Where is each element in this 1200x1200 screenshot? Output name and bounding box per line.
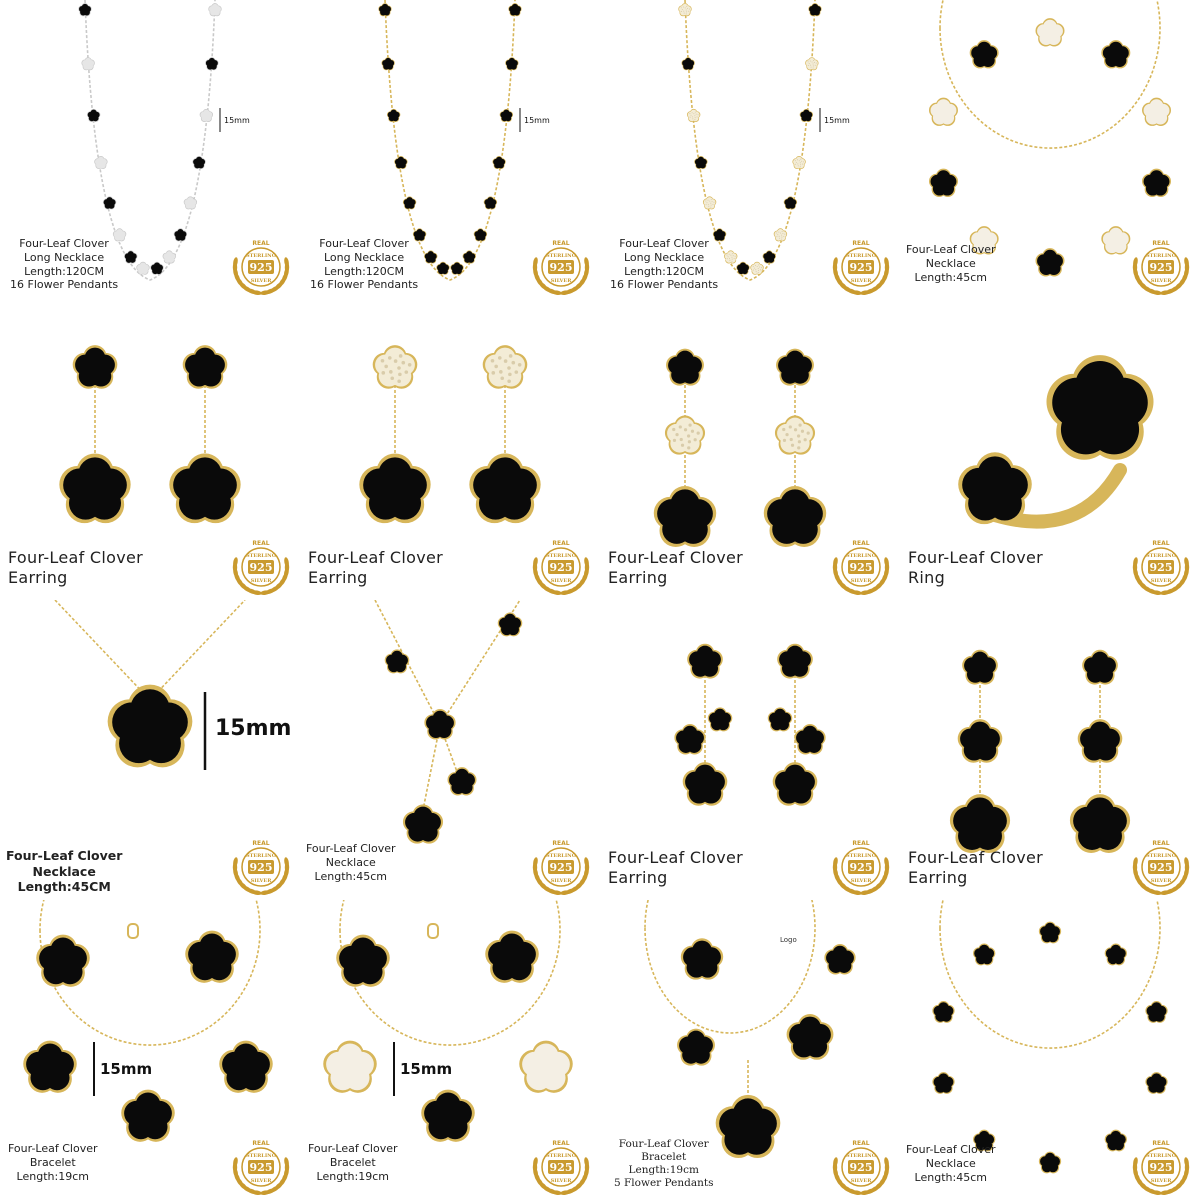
earring-top xyxy=(776,349,814,386)
caption-line: Length:19cm xyxy=(316,1169,389,1183)
clover-motif xyxy=(450,262,463,275)
clover-motif xyxy=(424,250,437,263)
caption-line: Long Necklace xyxy=(623,250,705,264)
product-card-earring-2[interactable] xyxy=(0,300,300,600)
ring-large-motif xyxy=(1046,355,1153,460)
sterling-silver-badge-icon xyxy=(830,1136,892,1198)
earring-top xyxy=(666,349,704,386)
caption-line: Earring xyxy=(8,568,68,587)
clover-motif xyxy=(94,156,107,169)
clover-motif xyxy=(403,804,443,843)
product-card-bracelet-drop[interactable] xyxy=(600,900,900,1200)
clover-motif xyxy=(800,109,813,122)
caption-line: Four-Leaf Clover xyxy=(308,1142,398,1155)
svg-text:STERLING: STERLING xyxy=(1146,253,1176,259)
earring-top xyxy=(73,345,118,389)
earring-drop xyxy=(950,794,1010,853)
dimension-label: 15mm xyxy=(824,116,850,125)
clover-motif xyxy=(805,57,818,70)
product-caption xyxy=(6,848,122,895)
product-caption xyxy=(608,548,743,588)
svg-text:STERLING: STERLING xyxy=(246,553,276,559)
clover-motif xyxy=(508,3,521,16)
svg-text:REAL: REAL xyxy=(852,1140,870,1147)
svg-text:SILVER: SILVER xyxy=(250,278,272,284)
clover-motif xyxy=(184,196,197,209)
clover-motif xyxy=(973,944,995,966)
caption-line: 16 Flower Pendants xyxy=(10,278,119,292)
clover-motif xyxy=(174,228,187,241)
clover-motif xyxy=(1145,1001,1167,1023)
caption-line: Bracelet xyxy=(641,1151,687,1164)
sterling-silver-badge-icon xyxy=(530,836,592,898)
earring-middle xyxy=(958,719,1003,763)
bracelet-motif xyxy=(219,1041,273,1093)
bracelet-chain xyxy=(645,900,815,1033)
svg-text:SILVER: SILVER xyxy=(550,278,572,284)
svg-text:SILVER: SILVER xyxy=(1150,578,1172,584)
clover-motif xyxy=(424,709,455,739)
clover-motif xyxy=(703,196,716,209)
clover-motif xyxy=(378,3,391,16)
svg-text:REAL: REAL xyxy=(252,840,270,847)
caption-line: Earring xyxy=(908,868,968,887)
product-card-ring[interactable] xyxy=(900,300,1200,600)
caption-line: Four-Leaf Clover xyxy=(306,842,396,855)
caption-line: Earring xyxy=(608,568,668,587)
svg-text:925: 925 xyxy=(249,561,273,574)
clover-motif xyxy=(205,57,218,70)
caption-line: Necklace xyxy=(325,855,376,869)
clover-motif xyxy=(474,228,487,241)
clover-motif xyxy=(1142,98,1171,126)
clover-motif xyxy=(492,156,505,169)
sterling-silver-badge-icon xyxy=(230,836,292,898)
product-caption xyxy=(308,1142,398,1183)
dimension-label: 15mm xyxy=(100,1060,153,1078)
svg-text:REAL: REAL xyxy=(1152,1140,1170,1147)
clover-motif xyxy=(87,109,100,122)
bracelet-motif xyxy=(36,935,90,987)
svg-text:STERLING: STERLING xyxy=(246,853,276,859)
caption-line: Four-Leaf Clover xyxy=(308,548,443,567)
product-card-y-necklace[interactable] xyxy=(300,600,600,900)
svg-text:SILVER: SILVER xyxy=(550,878,572,884)
clover-motif xyxy=(208,3,221,16)
caption-line: Necklace xyxy=(32,863,96,879)
bracelet-motif xyxy=(519,1041,573,1093)
svg-text:925: 925 xyxy=(1149,261,1173,274)
caption-line: Four-Leaf Clover xyxy=(618,1138,709,1150)
clover-motif xyxy=(768,707,793,731)
svg-text:925: 925 xyxy=(849,561,873,574)
clover-motif xyxy=(403,196,416,209)
earring-drop xyxy=(683,762,728,806)
clover-motif xyxy=(708,707,733,731)
product-caption xyxy=(908,548,1043,588)
svg-text:STERLING: STERLING xyxy=(546,253,576,259)
earring-middle xyxy=(1078,719,1123,763)
caption-line: Four-Leaf Clover xyxy=(908,848,1043,867)
dimension-label: 15mm xyxy=(400,1060,453,1078)
bracelet-motif xyxy=(485,931,539,983)
clover-motif xyxy=(716,1095,781,1158)
clover-motif xyxy=(970,40,999,68)
sterling-silver-badge-icon xyxy=(530,536,592,598)
svg-text:SILVER: SILVER xyxy=(550,578,572,584)
clover-motif xyxy=(929,98,958,126)
svg-text:REAL: REAL xyxy=(252,540,270,547)
clover-motif xyxy=(1145,1072,1167,1094)
caption-line: Length:45cm xyxy=(914,270,987,284)
sterling-silver-badge-icon xyxy=(830,836,892,898)
svg-text:925: 925 xyxy=(849,261,873,274)
clover-motif xyxy=(677,1029,715,1066)
svg-text:925: 925 xyxy=(549,861,573,874)
clasp xyxy=(128,924,138,938)
caption-line: Four-Leaf Clover xyxy=(19,237,109,250)
caption-line: Length:19cm xyxy=(16,1169,89,1183)
svg-text:925: 925 xyxy=(849,1161,873,1174)
svg-text:REAL: REAL xyxy=(852,840,870,847)
clover-motif xyxy=(1036,18,1065,46)
clover-motif xyxy=(200,109,213,122)
svg-text:SILVER: SILVER xyxy=(850,878,872,884)
clover-motif xyxy=(694,156,707,169)
sterling-silver-badge-icon xyxy=(1130,536,1192,598)
earring-drop xyxy=(169,453,240,523)
clover-motif xyxy=(484,196,497,209)
svg-text:925: 925 xyxy=(549,1161,573,1174)
product-card-earring-3[interactable] xyxy=(600,300,900,600)
svg-text:STERLING: STERLING xyxy=(246,253,276,259)
product-caption xyxy=(310,237,418,292)
clover-motif xyxy=(932,1001,954,1023)
product-card-long-necklace[interactable] xyxy=(600,0,900,300)
sterling-silver-badge-icon xyxy=(830,536,892,598)
svg-text:STERLING: STERLING xyxy=(846,553,876,559)
clover-motif xyxy=(448,767,477,795)
clover-motif xyxy=(1142,169,1171,197)
clover-motif xyxy=(678,3,691,16)
sterling-silver-badge-icon xyxy=(230,536,292,598)
earring-drop xyxy=(359,453,430,523)
clover-motif xyxy=(774,228,787,241)
earring-top xyxy=(483,345,528,389)
clover-motif xyxy=(784,196,797,209)
clover-motif xyxy=(763,250,776,263)
svg-text:REAL: REAL xyxy=(552,240,570,247)
svg-text:SILVER: SILVER xyxy=(1150,878,1172,884)
clasp xyxy=(428,924,438,938)
sterling-silver-badge-icon xyxy=(530,236,592,298)
sterling-silver-badge-icon xyxy=(530,1136,592,1198)
caption-line: Four-Leaf Clover xyxy=(319,237,409,250)
caption-line: 5 Flower Pendants xyxy=(614,1177,714,1190)
clover-motif xyxy=(792,156,805,169)
clover-motif xyxy=(794,724,825,754)
earring-middle xyxy=(775,415,815,454)
product-card-earring-tassel[interactable] xyxy=(600,600,900,900)
clover-motif xyxy=(1101,226,1130,254)
sterling-silver-badge-icon xyxy=(1130,1136,1192,1198)
dimension-label: 15mm xyxy=(224,116,250,125)
clover-motif xyxy=(808,3,821,16)
product-card-round-necklace[interactable] xyxy=(900,900,1200,1200)
svg-text:925: 925 xyxy=(849,861,873,874)
svg-text:REAL: REAL xyxy=(1152,840,1170,847)
clover-motif xyxy=(150,262,163,275)
clover-motif xyxy=(1105,1130,1127,1152)
svg-text:SILVER: SILVER xyxy=(1150,278,1172,284)
clover-motif xyxy=(1036,248,1065,276)
svg-text:REAL: REAL xyxy=(852,240,870,247)
caption-line: Four-Leaf Clover xyxy=(906,243,996,256)
product-card-pendant[interactable] xyxy=(0,600,300,900)
product-caption xyxy=(614,1138,713,1191)
product-caption xyxy=(8,548,143,588)
bracelet-motif xyxy=(323,1041,377,1093)
sterling-silver-badge-icon xyxy=(230,1136,292,1198)
sterling-silver-badge-icon xyxy=(1130,836,1192,898)
svg-text:REAL: REAL xyxy=(552,540,570,547)
caption-line: Length:120CM xyxy=(24,264,104,278)
svg-text:STERLING: STERLING xyxy=(1146,1153,1176,1159)
clover-motif xyxy=(724,250,737,263)
product-caption xyxy=(306,842,396,883)
product-card-long-necklace[interactable] xyxy=(300,0,600,300)
caption-line: Ring xyxy=(908,568,946,587)
bracelet-motif xyxy=(121,1090,175,1142)
earring-drop xyxy=(1070,794,1130,853)
svg-text:STERLING: STERLING xyxy=(1146,553,1176,559)
clover-motif xyxy=(929,169,958,197)
caption-line: Bracelet xyxy=(29,1155,76,1169)
svg-text:SILVER: SILVER xyxy=(850,278,872,284)
caption-line: 16 Flower Pendants xyxy=(310,278,419,292)
svg-text:925: 925 xyxy=(549,561,573,574)
caption-line: Four-Leaf Clover xyxy=(608,848,743,867)
clover-motif xyxy=(463,250,476,263)
earring-middle xyxy=(665,415,705,454)
svg-text:STERLING: STERLING xyxy=(846,1153,876,1159)
product-caption xyxy=(908,848,1043,888)
clover-motif xyxy=(681,938,723,979)
product-caption xyxy=(308,548,443,588)
svg-text:SILVER: SILVER xyxy=(850,578,872,584)
clover-motif xyxy=(932,1072,954,1094)
product-caption xyxy=(906,243,996,284)
caption-line: 16 Flower Pendants xyxy=(610,278,719,292)
svg-text:925: 925 xyxy=(1149,561,1173,574)
caption-line: Four-Leaf Clover xyxy=(8,1142,98,1155)
product-card-round-necklace[interactable] xyxy=(900,0,1200,300)
svg-text:SILVER: SILVER xyxy=(850,1178,872,1184)
caption-line: Four-Leaf Clover xyxy=(8,548,143,567)
clover-motif xyxy=(394,156,407,169)
svg-text:925: 925 xyxy=(249,1161,273,1174)
clover-motif xyxy=(674,724,705,754)
svg-text:STERLING: STERLING xyxy=(846,853,876,859)
caption-line: Four-Leaf Clover xyxy=(6,848,123,863)
earring-drop xyxy=(764,486,826,547)
svg-text:925: 925 xyxy=(1149,861,1173,874)
clover-motif xyxy=(1039,922,1061,944)
earring-top xyxy=(373,345,418,389)
caption-line: Four-Leaf Clover xyxy=(908,548,1043,567)
clover-motif xyxy=(124,250,137,263)
svg-text:925: 925 xyxy=(549,261,573,274)
bracelet-motif xyxy=(185,931,239,983)
ring-small-motif xyxy=(958,452,1032,524)
caption-line: Length:45cm xyxy=(314,869,387,883)
caption-line: Long Necklace xyxy=(323,250,405,264)
clover-motif xyxy=(750,262,763,275)
clover-motif xyxy=(81,57,94,70)
svg-text:STERLING: STERLING xyxy=(546,1153,576,1159)
svg-text:SILVER: SILVER xyxy=(550,1178,572,1184)
caption-line: Earring xyxy=(308,568,368,587)
earring-drop xyxy=(654,486,716,547)
clover-motif xyxy=(1101,40,1130,68)
svg-text:925: 925 xyxy=(249,861,273,874)
svg-text:SILVER: SILVER xyxy=(1150,1178,1172,1184)
sterling-silver-badge-icon xyxy=(230,236,292,298)
caption-line: Long Necklace xyxy=(23,250,105,264)
svg-text:SILVER: SILVER xyxy=(250,1178,272,1184)
caption-line: Length:45CM xyxy=(17,879,111,895)
clover-motif xyxy=(736,262,749,275)
svg-text:REAL: REAL xyxy=(252,240,270,247)
clover-motif xyxy=(500,109,513,122)
svg-text:REAL: REAL xyxy=(1152,540,1170,547)
clover-motif xyxy=(498,612,523,636)
svg-text:REAL: REAL xyxy=(852,540,870,547)
product-card-bracelet[interactable] xyxy=(0,900,300,1200)
clover-motif xyxy=(103,196,116,209)
caption-line: Four-Leaf Clover xyxy=(608,548,743,567)
product-caption xyxy=(8,1142,98,1183)
clover-motif xyxy=(787,1014,834,1060)
clover-motif xyxy=(192,156,205,169)
clover-motif xyxy=(163,250,176,263)
sterling-silver-badge-icon xyxy=(1130,236,1192,298)
earring-drop xyxy=(59,453,130,523)
bracelet-motif xyxy=(421,1090,475,1142)
svg-text:REAL: REAL xyxy=(552,1140,570,1147)
product-card-earring-2[interactable] xyxy=(300,300,600,600)
product-caption xyxy=(906,1143,996,1184)
clover-motif xyxy=(78,3,91,16)
clover-motif xyxy=(824,944,855,975)
caption-line: Earring xyxy=(608,868,668,887)
svg-text:925: 925 xyxy=(249,261,273,274)
earring-top xyxy=(777,644,813,679)
product-card-earring-long[interactable] xyxy=(900,600,1200,900)
clover-motif xyxy=(505,57,518,70)
svg-text:REAL: REAL xyxy=(1152,240,1170,247)
product-card-bracelet[interactable] xyxy=(300,900,600,1200)
svg-text:STERLING: STERLING xyxy=(846,253,876,259)
earring-top xyxy=(962,650,998,685)
svg-text:STERLING: STERLING xyxy=(246,1153,276,1159)
caption-line: Bracelet xyxy=(329,1155,376,1169)
earring-top xyxy=(1082,650,1118,685)
clover-motif xyxy=(1105,944,1127,966)
caption-line: Necklace xyxy=(925,1156,976,1170)
clover-motif xyxy=(385,649,410,673)
product-card-long-necklace[interactable] xyxy=(0,0,300,300)
bracelet-motif xyxy=(336,935,390,987)
dimension-label: 15mm xyxy=(215,716,292,741)
caption-line: Four-Leaf Clover xyxy=(906,1143,996,1156)
svg-text:STERLING: STERLING xyxy=(546,853,576,859)
earring-drop xyxy=(773,762,818,806)
clover-motif xyxy=(387,109,400,122)
bracelet-motif xyxy=(23,1041,77,1093)
earring-top xyxy=(687,644,723,679)
caption-line: Length:120CM xyxy=(324,264,404,278)
product-caption xyxy=(608,848,743,888)
earring-drop xyxy=(469,453,540,523)
svg-text:STERLING: STERLING xyxy=(1146,853,1176,859)
caption-line: Length:45cm xyxy=(914,1170,987,1184)
caption-line: Necklace xyxy=(925,256,976,270)
svg-text:REAL: REAL xyxy=(552,840,570,847)
svg-text:925: 925 xyxy=(1149,1161,1173,1174)
product-caption xyxy=(10,237,118,292)
caption-line: Length:19cm xyxy=(628,1164,699,1177)
svg-text:STERLING: STERLING xyxy=(546,553,576,559)
earring-top xyxy=(183,345,228,389)
svg-text:SILVER: SILVER xyxy=(250,878,272,884)
clover-motif xyxy=(436,262,449,275)
caption-line: Length:120CM xyxy=(624,264,704,278)
caption-line: Four-Leaf Clover xyxy=(619,237,709,250)
pendant-motif xyxy=(108,685,193,768)
clover-motif xyxy=(136,262,149,275)
product-caption xyxy=(610,237,718,292)
dimension-label: 15mm xyxy=(524,116,550,125)
svg-text:SILVER: SILVER xyxy=(250,578,272,584)
logo-tag: Logo xyxy=(780,936,797,944)
clover-motif xyxy=(1039,1152,1061,1174)
clover-motif xyxy=(681,57,694,70)
svg-text:REAL: REAL xyxy=(252,1140,270,1147)
sterling-silver-badge-icon xyxy=(830,236,892,298)
clover-motif xyxy=(381,57,394,70)
clover-motif xyxy=(687,109,700,122)
